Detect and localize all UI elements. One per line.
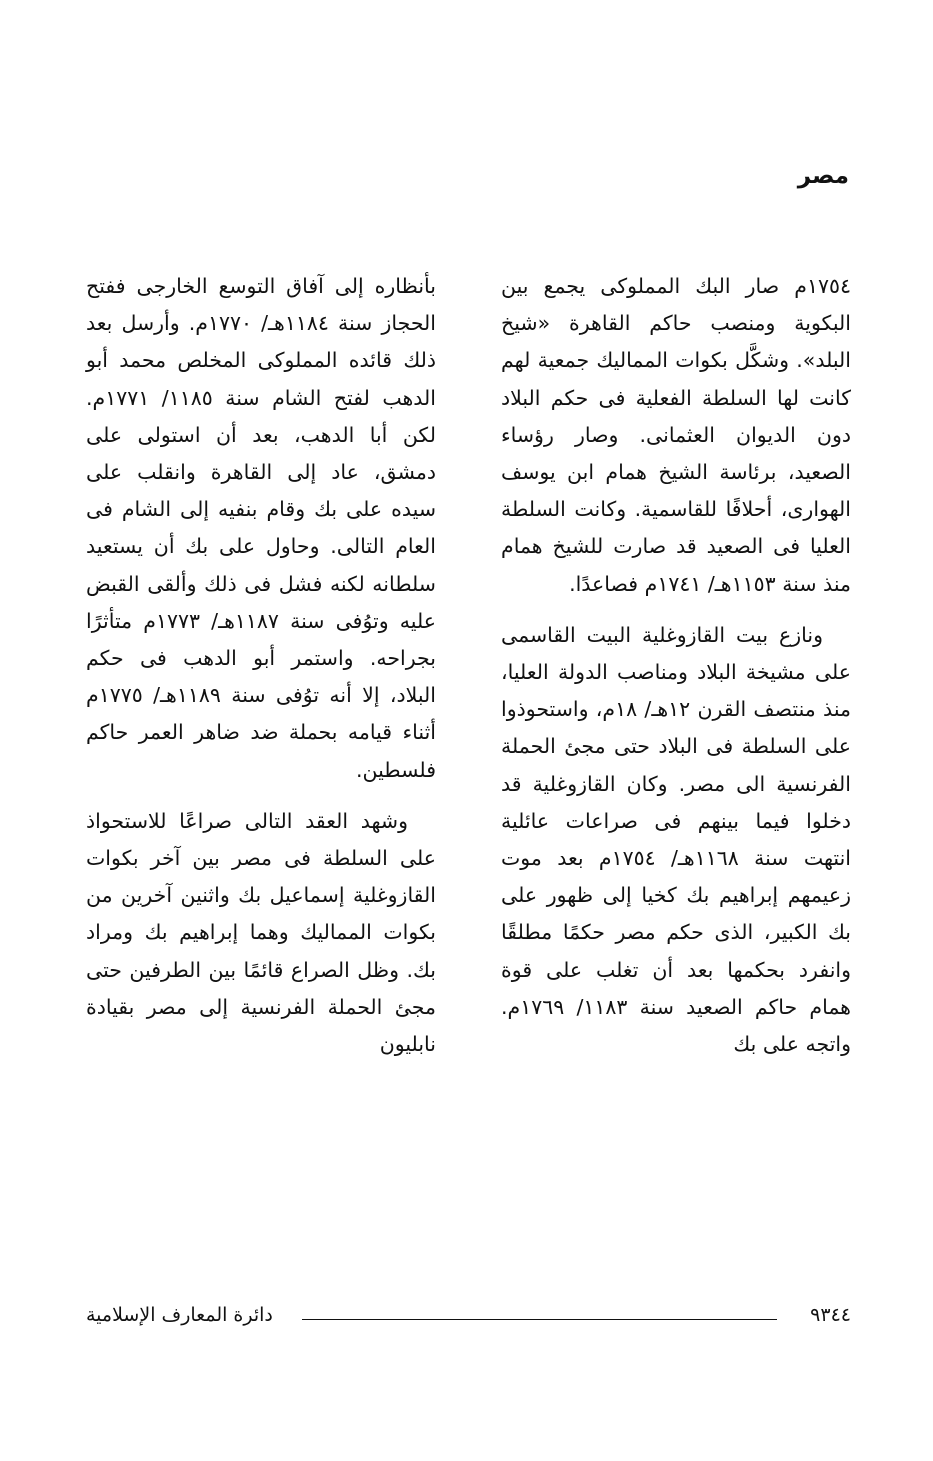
left-column — [86, 268, 436, 1063]
page-footer — [86, 1304, 851, 1334]
publication-title: دائرة المعارف الإسلامية — [86, 1304, 273, 1326]
running-header: مصر — [797, 163, 849, 189]
right-column — [501, 268, 851, 1063]
page-number: ٩٣٤٤ — [810, 1304, 851, 1326]
right-column-paragraph-1: ١٧٥٤م صار البك المملوكى يجمع بين البكوية ومنصب حاكم القاهرة «شيخ البلد». وشكَّل بكوات المماليك جمعية لهم كانت لها السلطة الفعلية فى حكم البلاد دون الديوان العثمانى. وصار رؤساء الصعيد، برئاسة الشيخ همام ابن يوسف الهوارى، أحلافًا للقاسمية. وكانت السلطة العليا فى الصعيد قد صارت للشيخ همام منذ سنة ١١٥٣هـ/ ١٧٤١م فصاعدًا. — [501, 274, 851, 596]
left-column-paragraph-1: بأنظاره إلى آفاق التوسع الخارجى ففتح الحجاز سنة ١١٨٤هـ/ ١٧٧٠م. وأرسل بعد ذلك قائده المملوكى المخلص محمد أبو الدهب لفتح الشام سنة ١١٨٥/ ١٧٧١م. لكن أبا الدهب، بعد أن استولى على دمشق، عاد إلى القاهرة وانقلب على سيده على بك وقام بنفيه إلى الشام فى العام التالى. وحاول على بك أن يستعيد سلطانه لكنه فشل فى ذلك وألقى القبض عليه وتوُفى سنة ١١٨٧هـ/ ١٧٧٣م متأثرًا بجراحه. واستمر أبو الدهب فى حكم البلاد، إلا أنه توُفى سنة ١١٨٩هـ/ ١٧٧٥م أثناء قيامه بحملة ضد ضاهر العمر حاكم فلسطين. — [86, 274, 436, 782]
right-column-paragraph-2: ونازع بيت القازوغلية البيت القاسمى على مشيخة البلاد ومناصب الدولة العليا، منذ منتصف القرن ١٢هـ/ ١٨م، واستحوذوا على السلطة فى البلاد حتى مجئ الحملة الفرنسية الى مصر. وكان القازوغلية قد دخلوا فيما بينهم فى صراعات عائلية انتهت سنة ١١٦٨هـ/ ١٧٥٤م بعد موت زعيمهم إبراهيم بك كخيا إلى ظهور على بك الكبير، الذى حكم مصر حكمًا مطلقًا وانفرد بحكمها بعد أن تغلب على قوة همام حاكم الصعيد سنة ١١٨٣/ ١٧٦٩م. واتجه على بك — [501, 622, 851, 1057]
left-column-paragraph-2: وشهد العقد التالى صراعًا للاستحواذ على السلطة فى مصر بين آخر بكوات القازوغلية إسماعيل بك واثنين آخرين من بكوات المماليك وهما إبراهيم بك ومراد بك. وظل الصراع قائمًا بين الطرفين حتى مجئ الحملة الفرنسية إلى مصر بقيادة نابليون — [86, 808, 436, 1057]
footer-rule — [302, 1319, 777, 1320]
